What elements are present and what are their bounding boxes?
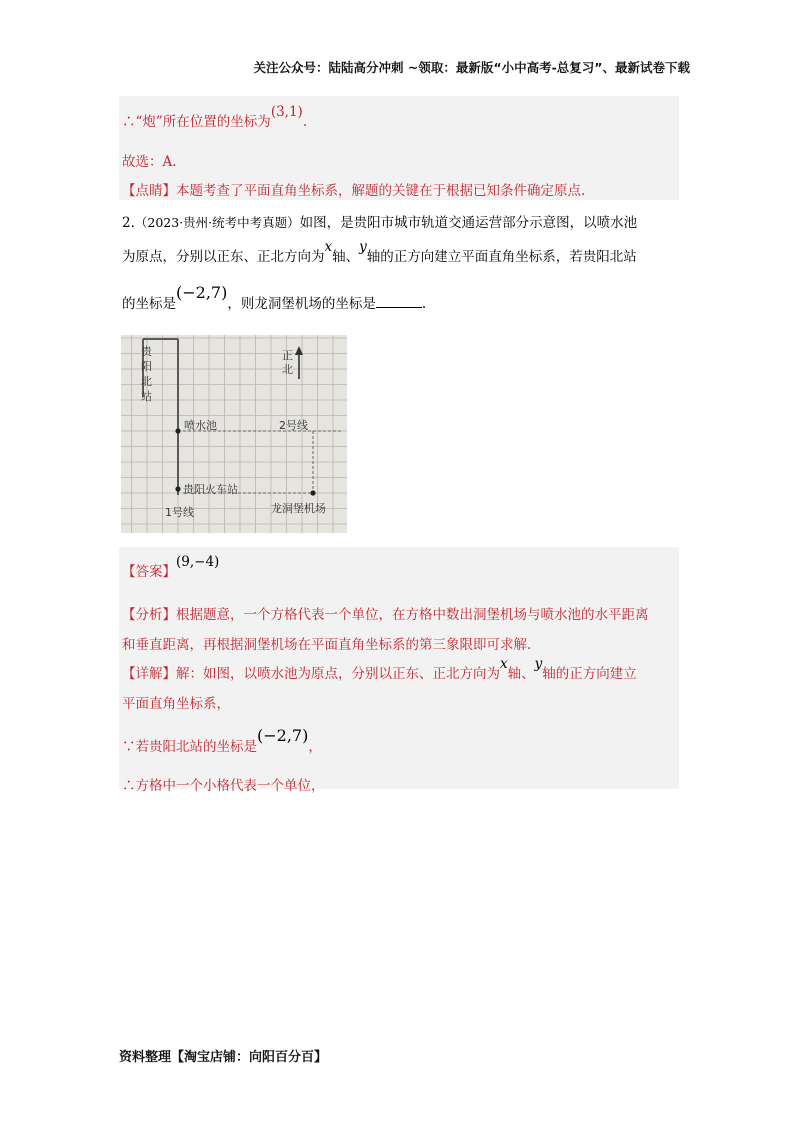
analysis-line-1: 【分析】根据题意，一个方格代表一个单位，在方格中数出洞堡机场与喷水池的水平距离 bbox=[122, 607, 649, 623]
train-station-label: 贵阳火车站 bbox=[183, 483, 238, 496]
answer-blank bbox=[376, 295, 422, 308]
fountain-label: 喷水池 bbox=[184, 419, 217, 432]
airport-label: 龙洞堡机场 bbox=[271, 502, 326, 515]
guiyang-north-label: 贵阳北站 bbox=[141, 345, 152, 403]
prev-choice: 故选：A. bbox=[122, 154, 177, 170]
question-line-1: 2.（2023·贵州·统考中考真题）如图，是贵阳市城市轨道交通运营部分示意图，以喷水池 bbox=[122, 215, 638, 231]
transit-map-figure bbox=[121, 335, 347, 533]
detail-line-2: 平面直角坐标系， bbox=[122, 696, 230, 712]
train-station-point bbox=[175, 486, 180, 491]
prev-conclusion: ∴“炮”所在位置的坐标为(3,1). bbox=[122, 104, 308, 130]
page-footer: 资料整理【淘宝店铺：向阳百分百】 bbox=[119, 1050, 328, 1065]
answer-line: 【答案】(9,−4) bbox=[122, 554, 220, 580]
page-header: 关注公众号：陆陆高分冲刺 ~领取：最新版“小中高考-总复习”、最新试卷下载 bbox=[253, 60, 690, 75]
fountain-point bbox=[175, 428, 180, 433]
airport-point bbox=[310, 490, 315, 495]
line1-label: 1号线 bbox=[165, 506, 194, 519]
because-line: ∵若贵阳北站的坐标是(−2,7)， bbox=[122, 726, 322, 755]
prev-comment: 【点睛】本题考查了平面直角坐标系，解题的关键在于根据已知条件确定原点. bbox=[122, 183, 586, 199]
line2-label: 2号线 bbox=[279, 419, 308, 432]
therefore-line: ∴方格中一个小格代表一个单位， bbox=[122, 778, 325, 794]
question-line-3: 的坐标是(−2,7)，则龙洞堡机场的坐标是 . bbox=[122, 283, 427, 312]
question-line-2: 为原点，分别以正东、正北方向为x轴、y轴的正方向建立平面直角坐标系，若贵阳北站 bbox=[122, 239, 637, 265]
analysis-line-2: 和垂直距离，再根据洞堡机场在平面直角坐标系的第三象限即可求解. bbox=[122, 637, 532, 653]
north-label: 正北 bbox=[282, 349, 293, 376]
detail-line-1: 【详解】解：如图，以喷水池为原点，分别以正东、正北方向为x轴、y轴的正方向建立 bbox=[122, 656, 637, 682]
